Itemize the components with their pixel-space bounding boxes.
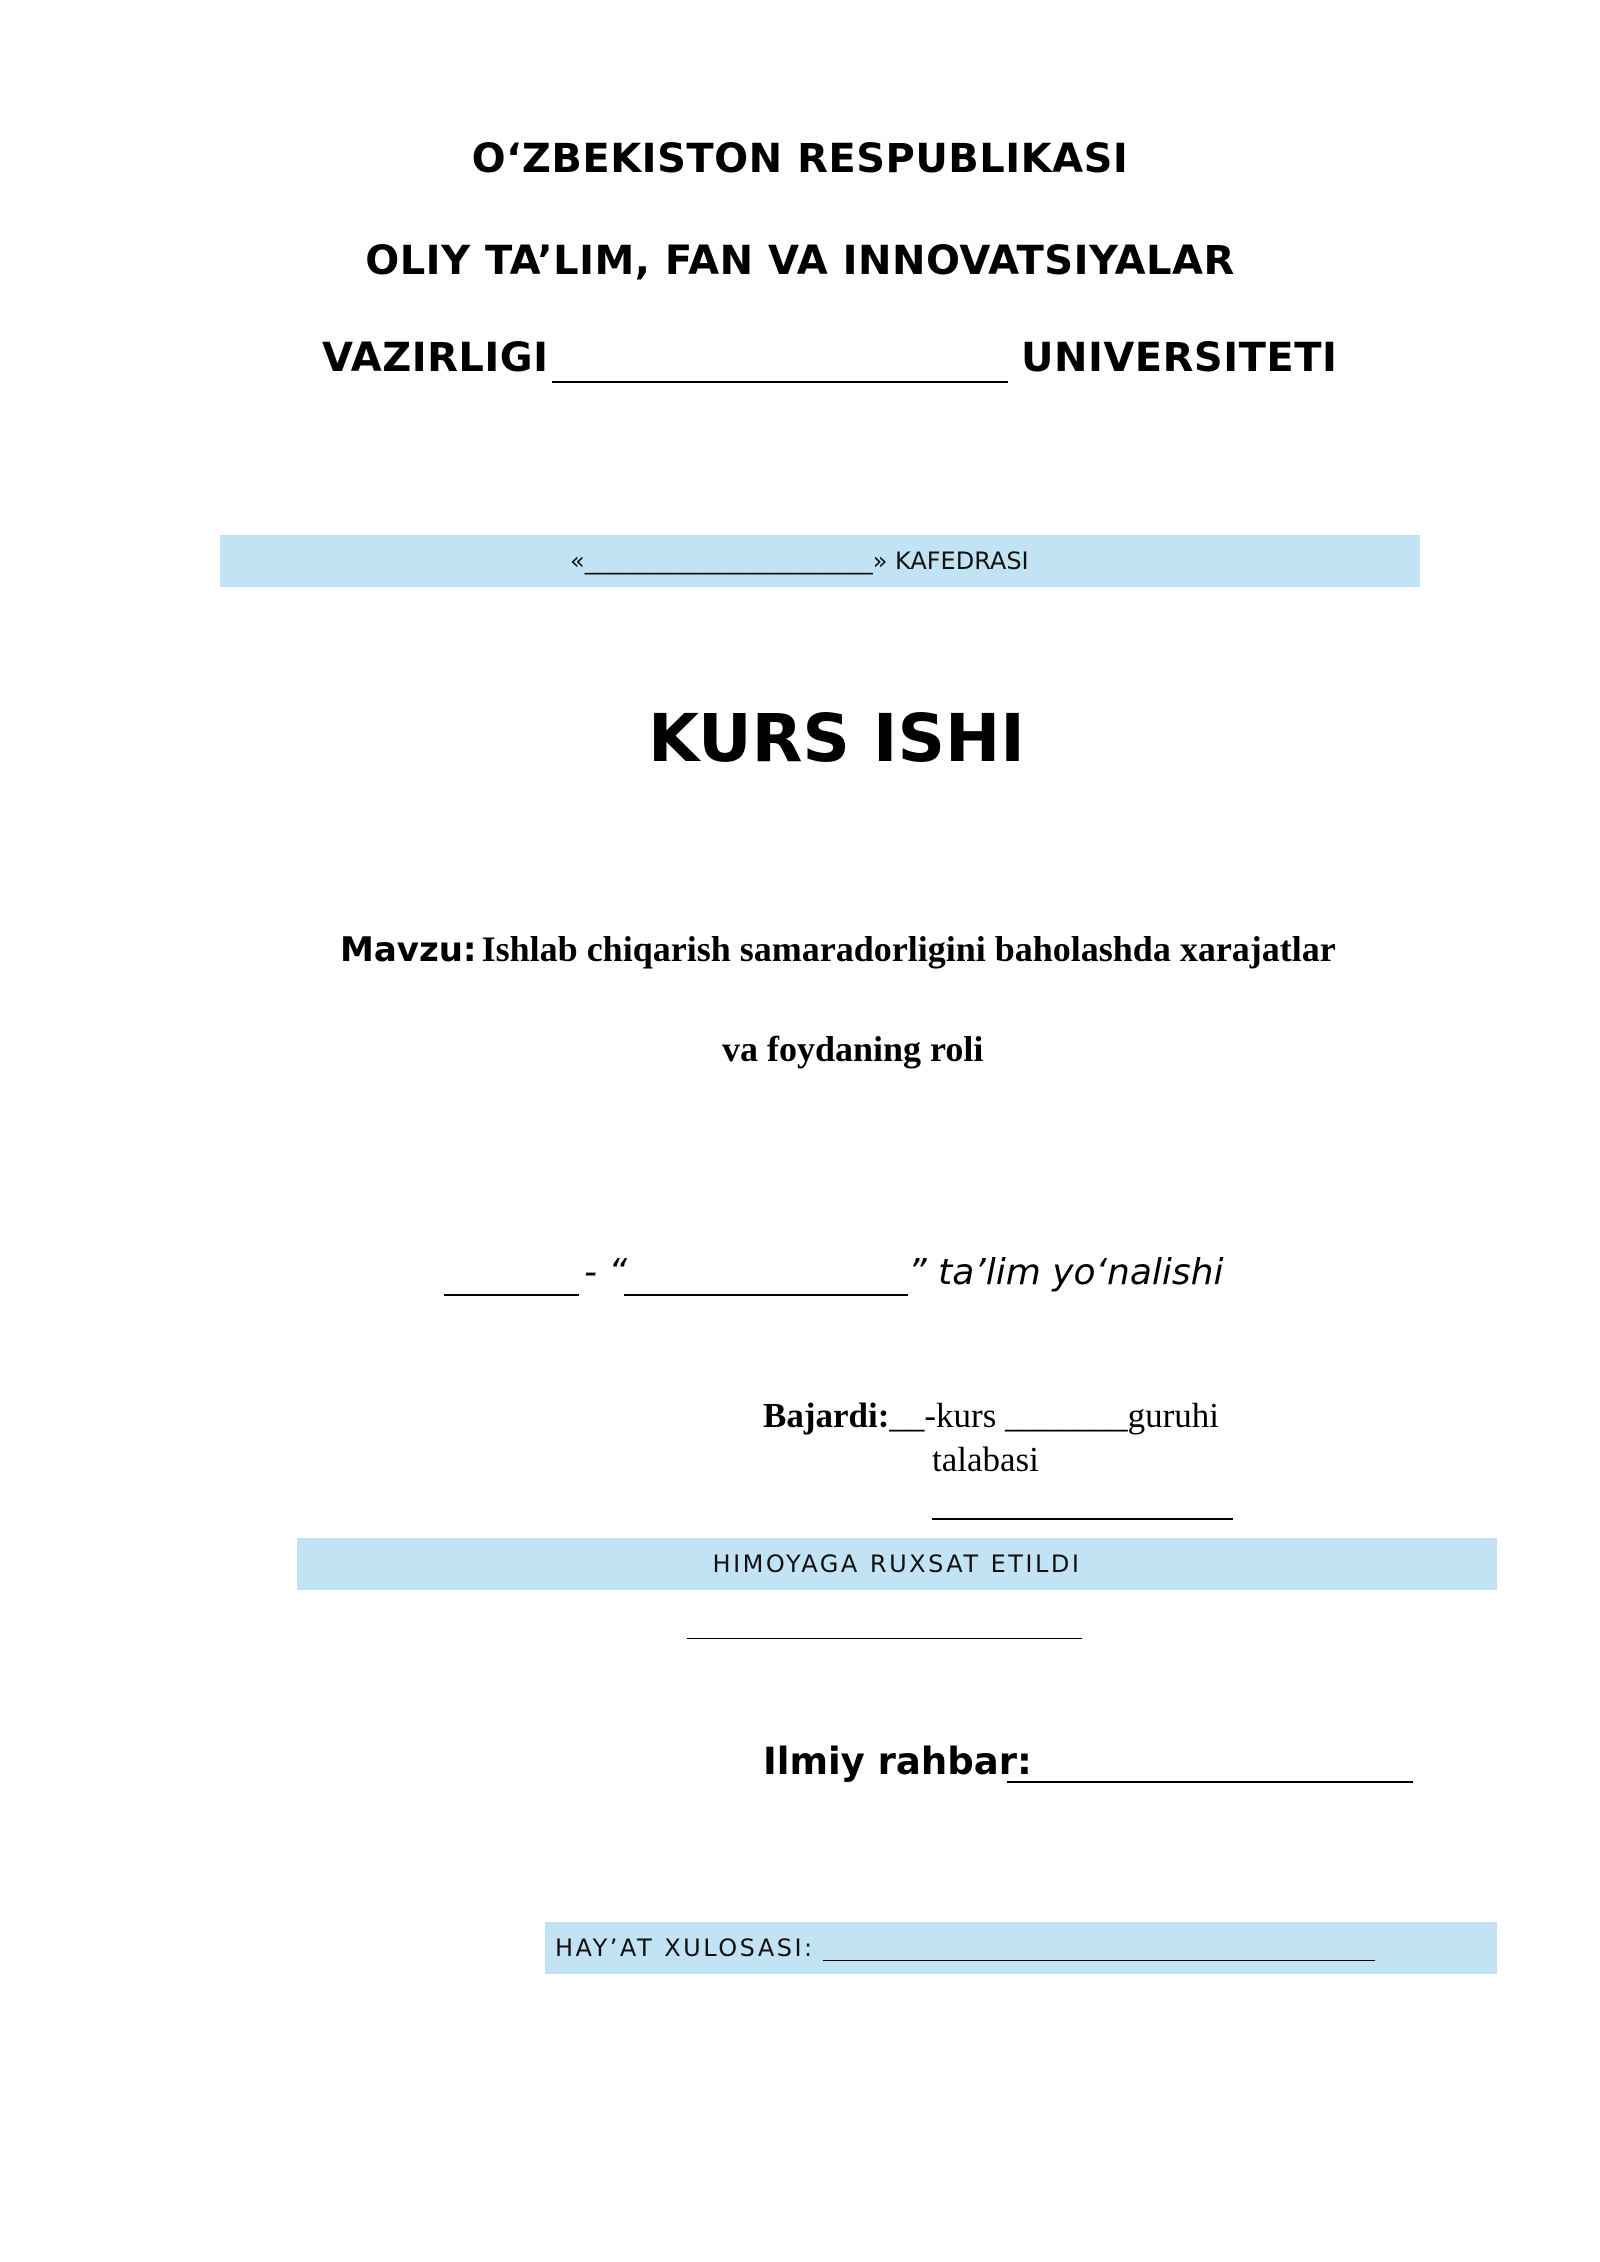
ilmiy-rahbar-blank <box>1007 1781 1413 1783</box>
bajardi-guruhi: guruhi <box>1127 1396 1219 1435</box>
kafedra-close-quote: » <box>872 547 888 575</box>
kafedra-open-quote: « <box>570 547 585 575</box>
talim-separator: - “ <box>584 1252 628 1293</box>
bajardi-talabasi: talabasi <box>932 1440 1039 1479</box>
mavzu-label: Mavzu: <box>340 930 477 970</box>
university-name-blank <box>552 381 1008 383</box>
bajardi-kurs: -kurs <box>924 1396 1006 1435</box>
kafedra-name-blank: ________________________ <box>584 547 873 575</box>
ministry-line-2: OLIY TA’LIM, FAN VA INNOVATSIYALAR <box>365 238 1235 284</box>
ilmiy-rahbar-label: Ilmiy rahbar: <box>763 1740 1032 1783</box>
bajardi-line <box>763 1396 1219 1436</box>
talim-name-blank <box>624 1294 908 1296</box>
kafedra-band <box>220 535 1420 587</box>
ministry-line-1: O‘ZBEKISTON RESPUBLIKASI <box>471 136 1129 182</box>
talim-code-blank <box>444 1294 579 1296</box>
himoya-signature-blank <box>687 1638 1082 1639</box>
student-name-blank <box>932 1518 1233 1520</box>
hayat-blank <box>823 1960 1375 1961</box>
document-title: KURS ISHI <box>648 700 1025 777</box>
kafedra-label: KAFEDRASI <box>895 547 1029 575</box>
talim-suffix: ” ta’lim yo‘nalishi <box>908 1252 1224 1293</box>
mavzu-text-1: Ishlab chiqarish samaradorligini baholashda xarajatlar <box>481 929 1336 969</box>
ministry-line-3-prefix: VAZIRLIGI <box>322 335 549 381</box>
himoya-band <box>297 1538 1497 1590</box>
mavzu-line-1 <box>340 928 1336 970</box>
bajardi-course-blank: __ <box>889 1396 925 1435</box>
himoya-label: HIMOYAGA RUXSAT ETILDI <box>712 1550 1082 1578</box>
hayat-label: HAY’AT XULOSASI: <box>555 1934 815 1962</box>
ministry-line-3-suffix: UNIVERSITETI <box>1021 335 1338 381</box>
bajardi-label: Bajardi: <box>763 1396 890 1435</box>
hayat-band <box>545 1922 1497 1974</box>
mavzu-line-2: va foydaning roli <box>722 1029 984 1069</box>
bajardi-group-blank: _______ <box>1005 1396 1128 1435</box>
kafedra-text <box>570 535 1029 587</box>
